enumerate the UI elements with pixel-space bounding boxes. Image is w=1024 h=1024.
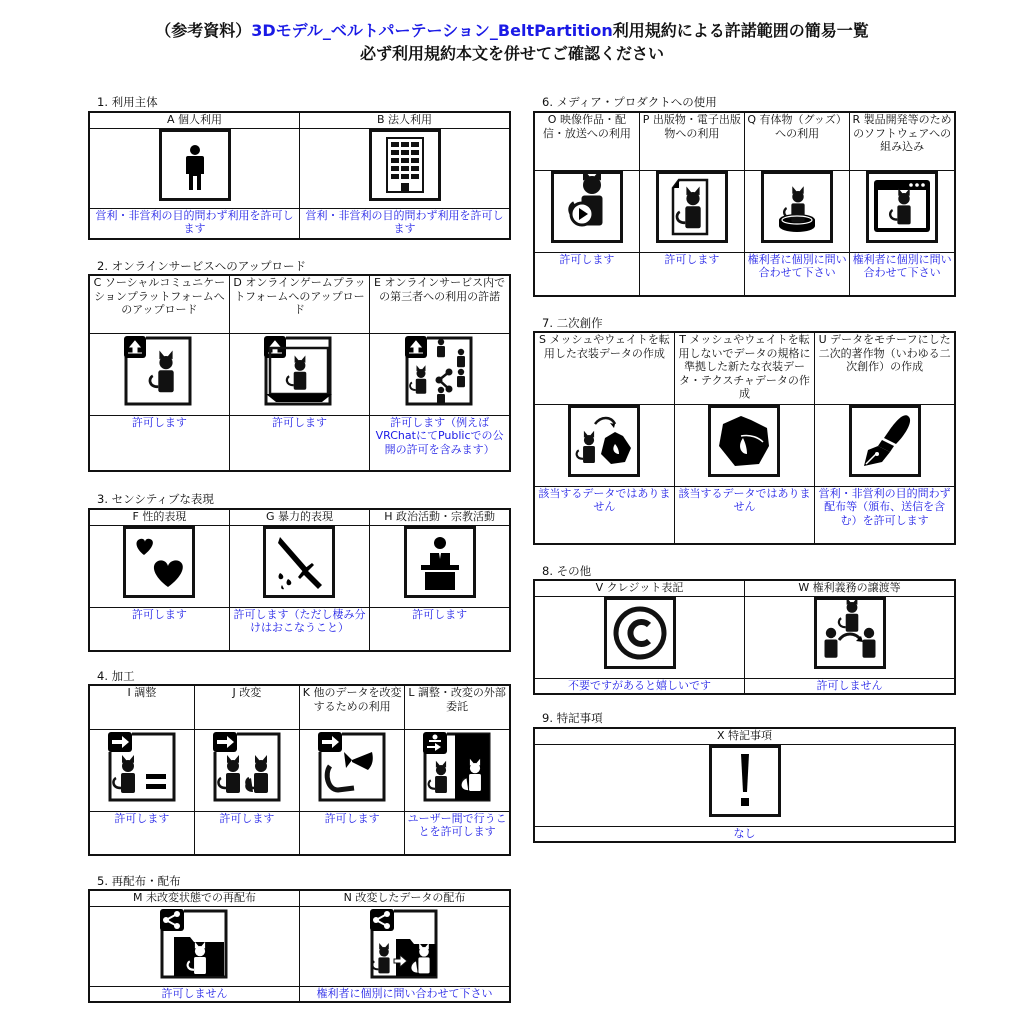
- clothing-transfer-icon: [568, 405, 640, 477]
- item-header-n: N 改変したデータの配布: [300, 890, 511, 906]
- item-header-w: W 権利義務の譲渡等: [745, 580, 956, 596]
- item-result-o: 許可します: [534, 252, 639, 296]
- section-table-other: [533, 579, 956, 695]
- item-header-k: K 他のデータを改変するための利用: [300, 685, 405, 729]
- item-result-m: 許可しません: [89, 986, 300, 1002]
- distribute-modified-icon: [368, 907, 442, 981]
- item-header-p: P 出版物・電子出版物への利用: [639, 112, 744, 170]
- item-result-i: 許可します: [89, 811, 194, 855]
- pen-icon: [849, 405, 921, 477]
- item-result-n: 権利者に個別に問い合わせて下さい: [300, 986, 511, 1002]
- section-table-usage-subject: [88, 111, 511, 240]
- item-header-l: L 調整・改変の外部委託: [405, 685, 510, 729]
- section-label-4: 4. 加工: [97, 669, 135, 683]
- item-header-a: A 個人利用: [89, 112, 300, 128]
- outsource-icon: [421, 730, 493, 802]
- section-label-7: 7. 二次創作: [542, 316, 603, 330]
- item-header-x: X 特記事項: [534, 728, 955, 744]
- parts-use-icon: [316, 730, 388, 802]
- item-result-v: 不要ですがあると嬉しいです: [534, 678, 745, 694]
- software-icon: [866, 171, 938, 243]
- copyright-icon: [604, 597, 676, 669]
- section-label-1: 1. 利用主体: [97, 95, 158, 109]
- item-result-j: 許可します: [194, 811, 299, 855]
- section-label-9: 9. 特記事項: [542, 711, 603, 725]
- item-result-x: なし: [534, 826, 955, 842]
- item-result-r: 権利者に個別に問い合わせて下さい: [850, 252, 955, 296]
- upload-share-icon: [403, 334, 477, 408]
- upload-monitor-icon: [262, 334, 336, 408]
- item-header-u: U データをモチーフにした二次的著作物（いわゆる二次創作）の作成: [815, 332, 955, 404]
- item-header-f: F 性的表現: [89, 509, 229, 525]
- item-result-s: 該当するデータではありません: [534, 486, 674, 544]
- model-name: 3Dモデル_ベルトパーテーション_BeltPartition: [251, 21, 613, 40]
- section-table-derivative: [533, 331, 956, 545]
- item-header-b: B 法人利用: [300, 112, 511, 128]
- item-result-w: 許可しません: [745, 678, 956, 694]
- section-label-8: 8. その他: [542, 564, 592, 578]
- item-result-c: 許可します: [89, 415, 229, 471]
- item-result-h: 許可します: [370, 607, 510, 651]
- section-table-online-upload: [88, 274, 511, 472]
- figure-icon: [761, 171, 833, 243]
- hearts-icon: [123, 526, 195, 598]
- item-header-r: R 製品開発等のためのソフトウェアへの組み込み: [850, 112, 955, 170]
- item-header-d: D オンラインゲームプラットフォームへのアップロード: [229, 275, 369, 333]
- item-header-c: C ソーシャルコミュニケーションプラットフォームへのアップロード: [89, 275, 229, 333]
- item-header-v: V クレジット表記: [534, 580, 745, 596]
- item-result-a: 営利・非営利の目的問わず利用を許可します: [89, 208, 300, 239]
- item-result-k: 許可します: [300, 811, 405, 855]
- person-icon: [159, 129, 231, 201]
- adjust-icon: [106, 730, 178, 802]
- publication-icon: [656, 171, 728, 243]
- item-header-h: H 政治活動・宗教活動: [370, 509, 510, 525]
- section-label-2: 2. オンラインサービスへのアップロード: [97, 259, 306, 273]
- exclamation-icon: [709, 745, 781, 817]
- transfer-rights-icon: [814, 597, 886, 669]
- knife-icon: [263, 526, 335, 598]
- item-header-q: Q 有体物（グッズ）への利用: [745, 112, 850, 170]
- item-result-l: ユーザー間で行うことを許可します: [405, 811, 510, 855]
- item-header-m: M 未改変状態での再配布: [89, 890, 300, 906]
- building-icon: [369, 129, 441, 201]
- item-header-t: T メッシュやウェイトを転用しないでデータの規格に準拠した新たな衣装データ・テクスチャデータの作成: [674, 332, 814, 404]
- item-header-e: E オンラインサービス内での第三者への利用の許諾: [370, 275, 510, 333]
- section-table-special-notes: [533, 727, 956, 843]
- redistribute-icon: [158, 907, 232, 981]
- title-line-2: 必ず利用規約本文を併せてご確認ください: [359, 44, 664, 63]
- podium-icon: [404, 526, 476, 598]
- item-result-q: 権利者に個別に問い合わせて下さい: [745, 252, 850, 296]
- item-header-g: G 暴力的表現: [229, 509, 369, 525]
- item-header-i: I 調整: [89, 685, 194, 729]
- section-table-sensitive: [88, 508, 511, 652]
- item-header-s: S メッシュやウェイトを転用した衣装データの作成: [534, 332, 674, 404]
- section-label-5: 5. 再配布・配布: [97, 874, 181, 888]
- item-result-g: 許可します（ただし棲み分けはおこなうこと）: [229, 607, 369, 651]
- item-result-p: 許可します: [639, 252, 744, 296]
- video-icon: [551, 171, 623, 243]
- item-result-b: 営利・非営利の目的問わず利用を許可します: [300, 208, 511, 239]
- item-header-o: O 映像作品・配信・放送への利用: [534, 112, 639, 170]
- clothing-icon: [708, 405, 780, 477]
- item-result-e: 許可します（例えばVRChatにてPublicでの公開の許可を含みます）: [370, 415, 510, 471]
- section-table-media-product: [533, 111, 956, 297]
- item-header-j: J 改変: [194, 685, 299, 729]
- item-result-d: 許可します: [229, 415, 369, 471]
- title-line-1: （参考資料）3Dモデル_ベルトパーテーション_BeltPartition利用規約による許諾範囲の簡易一覧: [155, 21, 869, 40]
- item-result-f: 許可します: [89, 607, 229, 651]
- item-result-t: 該当するデータではありません: [674, 486, 814, 544]
- item-result-u: 営利・非営利の目的問わず配布等（頒布、送信を含む）を許可します: [815, 486, 955, 544]
- section-table-redistribution: [88, 889, 511, 1003]
- section-table-processing: [88, 684, 511, 856]
- modify-icon: [211, 730, 283, 802]
- section-label-3: 3. センシティブな表現: [97, 492, 214, 506]
- upload-avatar-icon: [122, 334, 196, 408]
- section-label-6: 6. メディア・プロダクトへの使用: [542, 95, 717, 109]
